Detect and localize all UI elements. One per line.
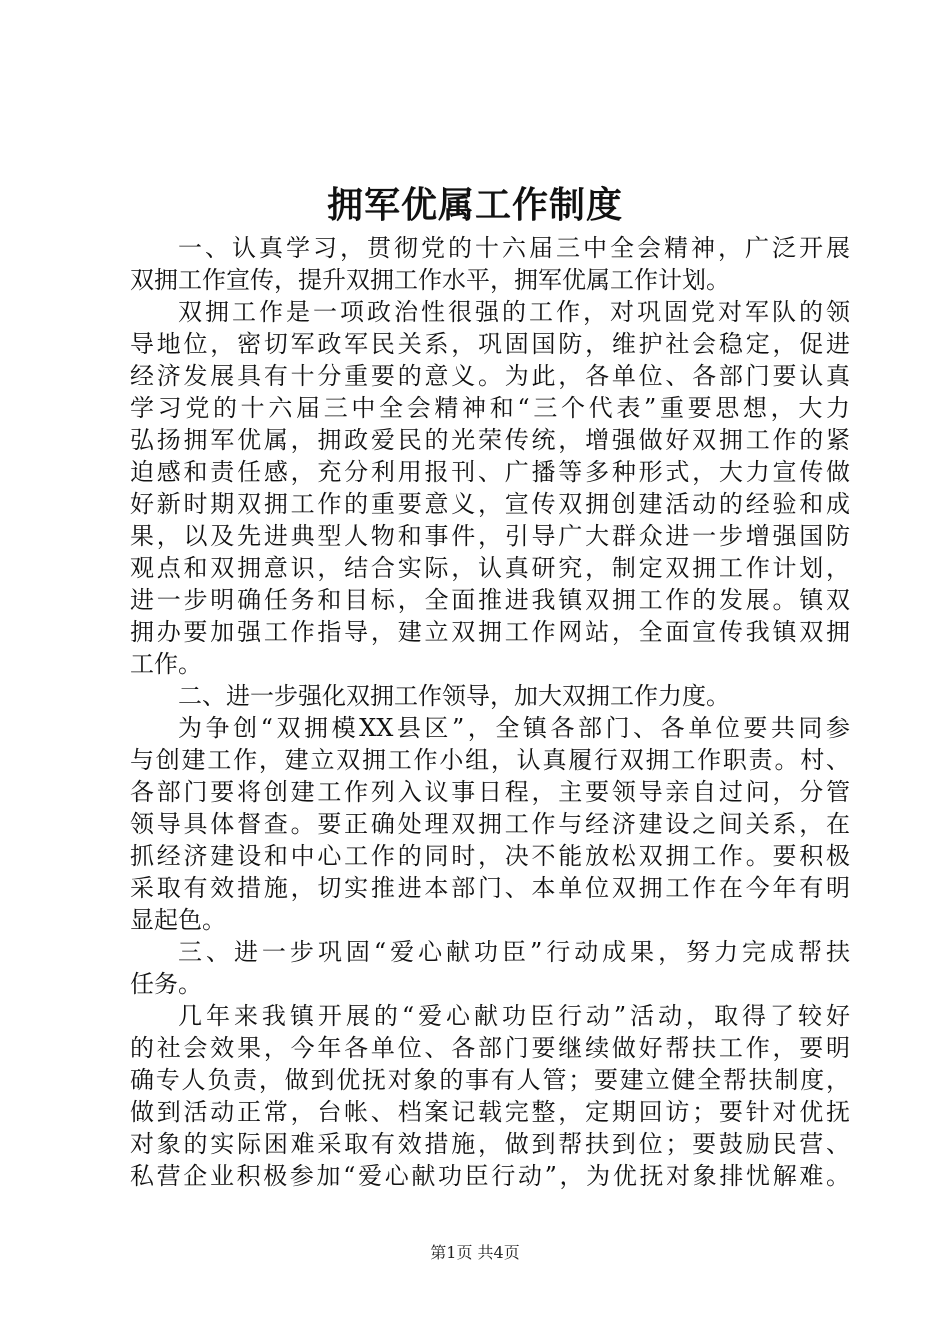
text-line: 弘扬拥军优属，拥政爱民的光荣传统，增强做好双拥工作的紧 (130, 426, 850, 454)
section-heading: 三、进一步巩固“爱心献功臣”行动成果，努力完成帮扶 (178, 938, 850, 966)
text-line: 与创建工作，建立双拥工作小组，认真履行双拥工作职责。村、 (130, 746, 850, 774)
text-line: 做到活动正常，台帐、档案记载完整，定期回访；要针对优抚 (130, 1098, 850, 1126)
text-line: 各部门要将创建工作列入议事日程，主要领导亲自过问，分管 (130, 778, 850, 806)
text-line: 导地位，密切军政军民关系，巩固国防，维护社会稳定，促进 (130, 330, 850, 358)
text-line: 好新时期双拥工作的重要意义，宣传双拥创建活动的经验和成 (130, 490, 850, 518)
section-heading: 二、进一步强化双拥工作领导，加大双拥工作力度。 (178, 682, 730, 710)
text-line: 经济发展具有十分重要的意义。为此，各单位、各部门要认真 (130, 362, 850, 390)
document-title: 拥军优属工作制度 (326, 185, 623, 226)
text-line: 私营企业积极参加“爱心献功臣行动”，为优抚对象排忧解难。 (130, 1162, 850, 1190)
text-line: 一、认真学习，贯彻党的十六届三中全会精神，广泛开展 (178, 234, 850, 262)
page-footer: 第1页 共4页 (430, 1243, 520, 1262)
text-line: 采取有效措施，切实推进本部门、本单位双拥工作在今年有明 (130, 874, 850, 902)
text-line: 双拥工作是一项政治性很强的工作，对巩固党对军队的领 (178, 298, 850, 326)
text-line: 为争创“双拥模XX县区”，全镇各部门、各单位要共同参 (178, 714, 850, 742)
text-line: 抓经济建设和中心工作的同时，决不能放松双拥工作。要积极 (130, 842, 850, 870)
text-line: 观点和双拥意识，结合实际，认真研究，制定双拥工作计划， (130, 554, 850, 582)
text-line: 学习党的十六届三中全会精神和“三个代表”重要思想，大力 (130, 394, 850, 422)
text-line: 对象的实际困难采取有效措施，做到帮扶到位；要鼓励民营、 (130, 1130, 850, 1158)
text-line: 拥办要加强工作指导，建立双拥工作网站，全面宣传我镇双拥 (130, 618, 850, 646)
text-line: 确专人负责，做到优抚对象的事有人管；要建立健全帮扶制度， (130, 1066, 850, 1094)
text-line: 领导具体督查。要正确处理双拥工作与经济建设之间关系，在 (130, 810, 850, 838)
text-line: 的社会效果，今年各单位、各部门要继续做好帮扶工作，要明 (130, 1034, 850, 1062)
text-line: 几年来我镇开展的“爱心献功臣行动”活动，取得了较好 (178, 1002, 850, 1030)
text-line: 果，以及先进典型人物和事件，引导广大群众进一步增强国防 (130, 522, 850, 550)
text-line: 工作。 (130, 650, 202, 678)
text-line: 进一步明确任务和目标，全面推进我镇双拥工作的发展。镇双 (130, 586, 850, 614)
text-line: 显起色。 (130, 906, 226, 934)
document-body (130, 232, 850, 1192)
section-heading: 任务。 (130, 970, 202, 998)
text-line: 迫感和责任感，充分利用报刊、广播等多种形式，大力宣传做 (130, 458, 850, 486)
text-line: 双拥工作宣传，提升双拥工作水平，拥军优属工作计划。 (130, 266, 730, 294)
